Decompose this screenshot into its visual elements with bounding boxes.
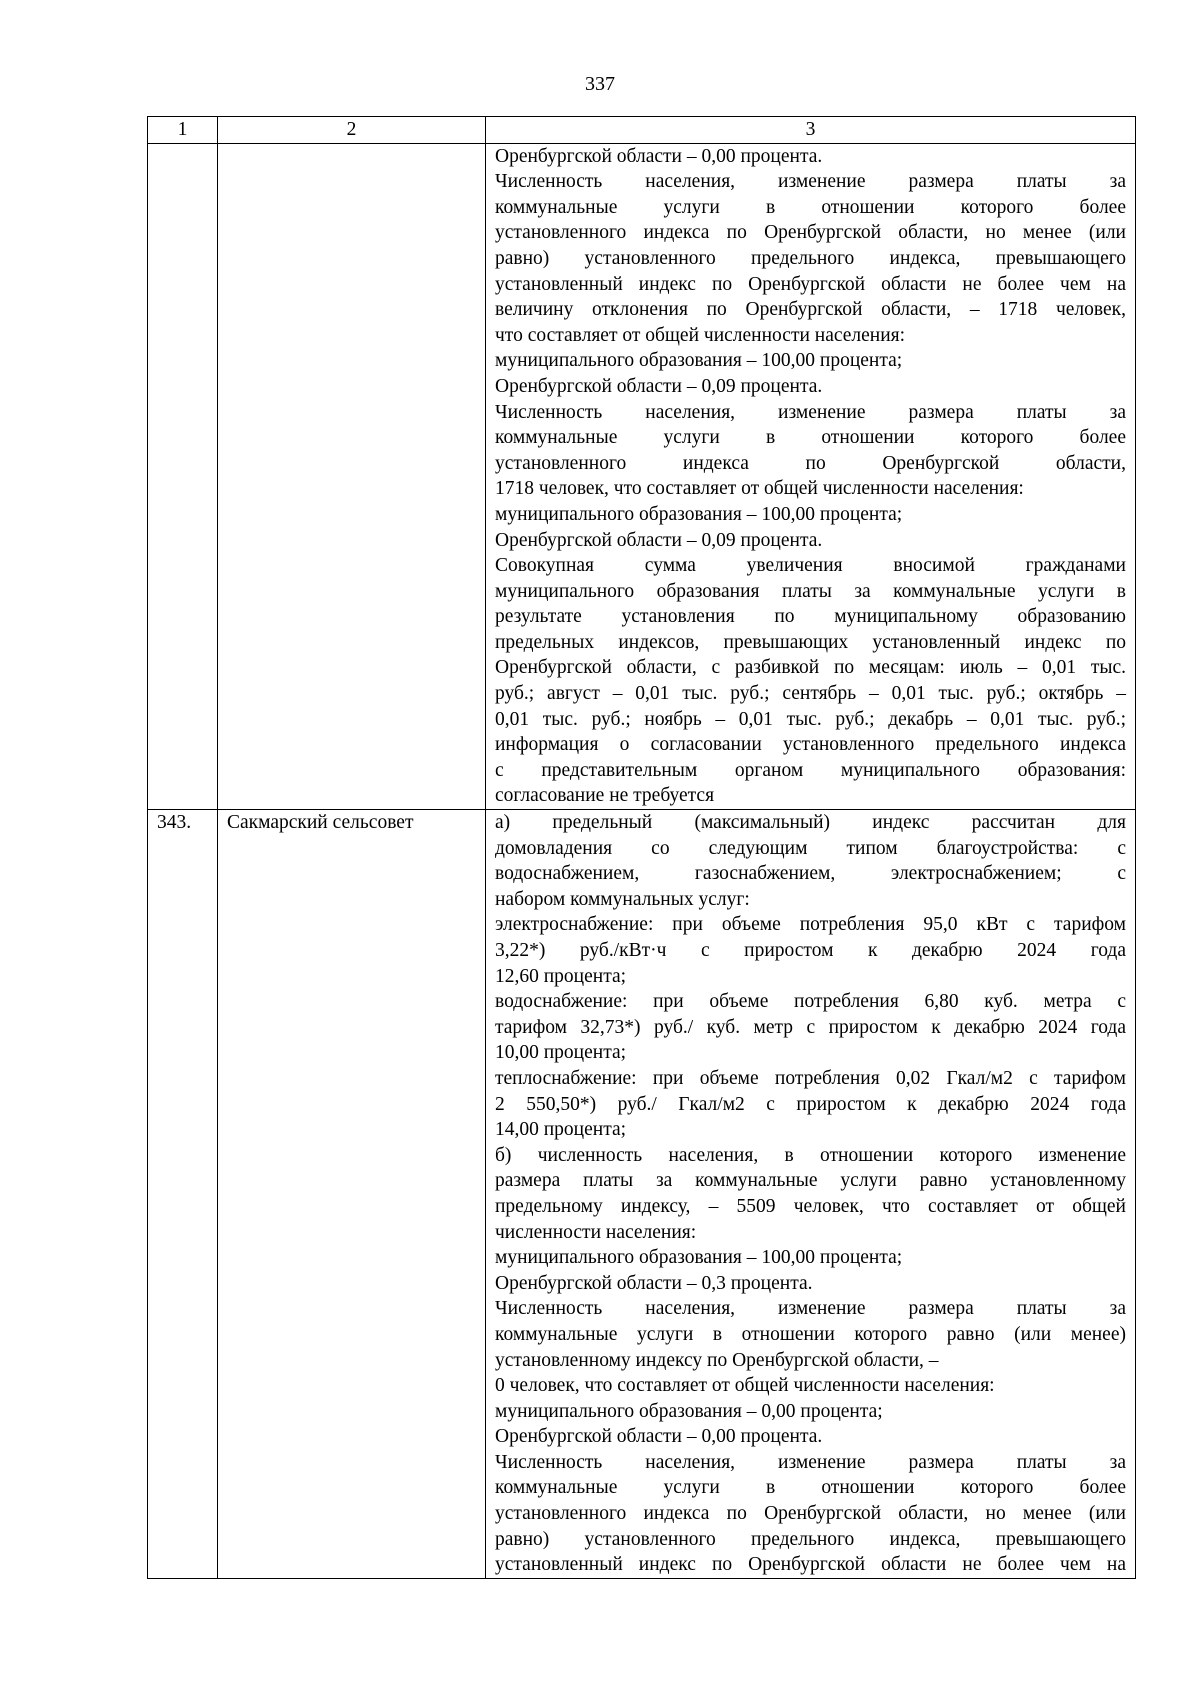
description-line: Оренбургской области, с разбивкой по месяцам: июль – 0,01 тыс. xyxy=(495,657,1126,679)
description-line: что составляет от общей численности населения: xyxy=(495,324,906,346)
description-line: Оренбургской области – 0,3 процента. xyxy=(495,1272,813,1294)
description-line: водоснабжение: при объеме потребления 6,80 куб. метра с xyxy=(495,991,1126,1013)
description-line: муниципального образования платы за коммунальные услуги в xyxy=(495,580,1126,602)
municipal-index-table xyxy=(147,116,1136,1579)
description-line: предельному индексу, – 5509 человек, что составляет от общей xyxy=(495,1195,1126,1217)
description-line: Оренбургской области – 0,09 процента. xyxy=(495,529,823,551)
description-line: а) предельный (максимальный) индекс рассчитан для xyxy=(495,812,1126,834)
description-line: б) численность населения, в отношении которого изменение xyxy=(495,1144,1126,1166)
description-line: 0 человек, что составляет от общей численности населения: xyxy=(495,1375,995,1397)
description-line: равно) установленного предельного индекса, превышающего xyxy=(495,247,1126,269)
table-header-row xyxy=(148,117,1136,144)
description-line: установленному индексу по Оренбургской области, – xyxy=(495,1349,939,1371)
description-line: установленный индекс по Оренбургской области не более чем на xyxy=(495,273,1126,295)
index-description xyxy=(486,810,1136,1579)
description-line: руб.; август – 0,01 тыс. руб.; сентябрь – 0,01 тыс. руб.; октябрь – xyxy=(495,683,1126,705)
description-line: набором коммунальных услуг: xyxy=(495,888,750,910)
description-line: информация о согласовании установленного предельного индекса xyxy=(495,734,1126,756)
description-line: коммунальные услуги в отношении которого более xyxy=(495,427,1126,449)
description-line: тарифом 32,73*) руб./ куб. метр с приростом к декабрю 2024 года xyxy=(495,1016,1126,1038)
description-line: муниципального образования – 100,00 процента; xyxy=(495,350,903,372)
description-line: Численность населения, изменение размера платы за xyxy=(495,1298,1126,1320)
description-line: Оренбургской области – 0,00 процента. xyxy=(495,1426,823,1448)
description-line: 3,22*) руб./кВт·ч с приростом к декабрю 2024 года xyxy=(495,940,1126,961)
table-row xyxy=(148,143,1136,809)
description-line: теплоснабжение: при объеме потребления 0,02 Гкал/м2 с тарифом xyxy=(495,1067,1126,1089)
municipality-name: Сакмарский сельсовет xyxy=(218,810,486,1579)
description-line: установленный индекс по Оренбургской области не более чем на xyxy=(495,1554,1126,1576)
description-line: коммунальные услуги в отношении которого более xyxy=(495,1477,1126,1499)
header-col-3: 3 xyxy=(486,117,1136,144)
municipality-name xyxy=(218,143,486,809)
description-line: 14,00 процента; xyxy=(495,1119,627,1141)
description-line: Численность населения, изменение размера платы за xyxy=(495,171,1126,193)
row-number xyxy=(148,143,218,809)
description-line: результате установления по муниципальному образованию xyxy=(495,606,1126,628)
description-line: Численность населения, изменение размера платы за xyxy=(495,1451,1126,1473)
description-line: Совокупная сумма увеличения вносимой гражданами xyxy=(495,555,1126,577)
header-col-2: 2 xyxy=(218,117,486,144)
description-line: водоснабжением, газоснабжением, электроснабжением; с xyxy=(495,863,1126,885)
description-line: Оренбургской области – 0,00 процента. xyxy=(495,145,823,167)
description-line: размера платы за коммунальные услуги равно установленному xyxy=(495,1170,1126,1192)
description-line: 0,01 тыс. руб.; ноябрь – 0,01 тыс. руб.; декабрь – 0,01 тыс. руб.; xyxy=(495,708,1126,730)
description-line: муниципального образования – 0,00 процента; xyxy=(495,1400,883,1422)
description-line: муниципального образования – 100,00 процента; xyxy=(495,1247,903,1269)
description-line: домовладения со следующим типом благоустройства: с xyxy=(495,837,1126,859)
page-number: 337 xyxy=(585,73,615,95)
description-line: установленного индекса по Оренбургской области, но менее (или xyxy=(495,1503,1126,1525)
description-line: электроснабжение: при объеме потребления 95,0 кВт с тарифом xyxy=(495,914,1126,936)
table-body xyxy=(148,143,1136,1578)
header-col-1: 1 xyxy=(148,117,218,144)
description-line: величину отклонения по Оренбургской области, – 1718 человек, xyxy=(495,299,1126,321)
description-line: 1718 человек, что составляет от общей численности населения: xyxy=(495,478,1024,500)
description-line: коммунальные услуги в отношении которого равно (или менее) xyxy=(495,1323,1126,1345)
description-line: равно) установленного предельного индекса, превышающего xyxy=(495,1528,1126,1550)
description-line: согласование не требуется xyxy=(495,785,715,807)
description-line: 2 550,50*) руб./ Гкал/м2 с приростом к декабрю 2024 года xyxy=(495,1093,1126,1115)
table-row xyxy=(148,810,1136,1579)
description-line: предельных индексов, превышающих установленный индекс по xyxy=(495,631,1126,653)
description-line: установленного индекса по Оренбургской области, xyxy=(495,452,1126,474)
description-line: с представительным органом муниципального образования: xyxy=(495,759,1126,781)
description-line: коммунальные услуги в отношении которого более xyxy=(495,196,1126,218)
row-number: 343. xyxy=(148,810,218,1579)
description-line: численности населения: xyxy=(495,1221,697,1243)
description-line: установленного индекса по Оренбургской области, но менее (или xyxy=(495,222,1126,244)
description-line: Оренбургской области – 0,09 процента. xyxy=(495,375,823,397)
index-description xyxy=(486,143,1136,809)
description-line: 10,00 процента; xyxy=(495,1042,627,1064)
description-line: 12,60 процента; xyxy=(495,965,627,987)
description-line: муниципального образования – 100,00 процента; xyxy=(495,503,903,525)
description-line: Численность населения, изменение размера платы за xyxy=(495,401,1126,423)
